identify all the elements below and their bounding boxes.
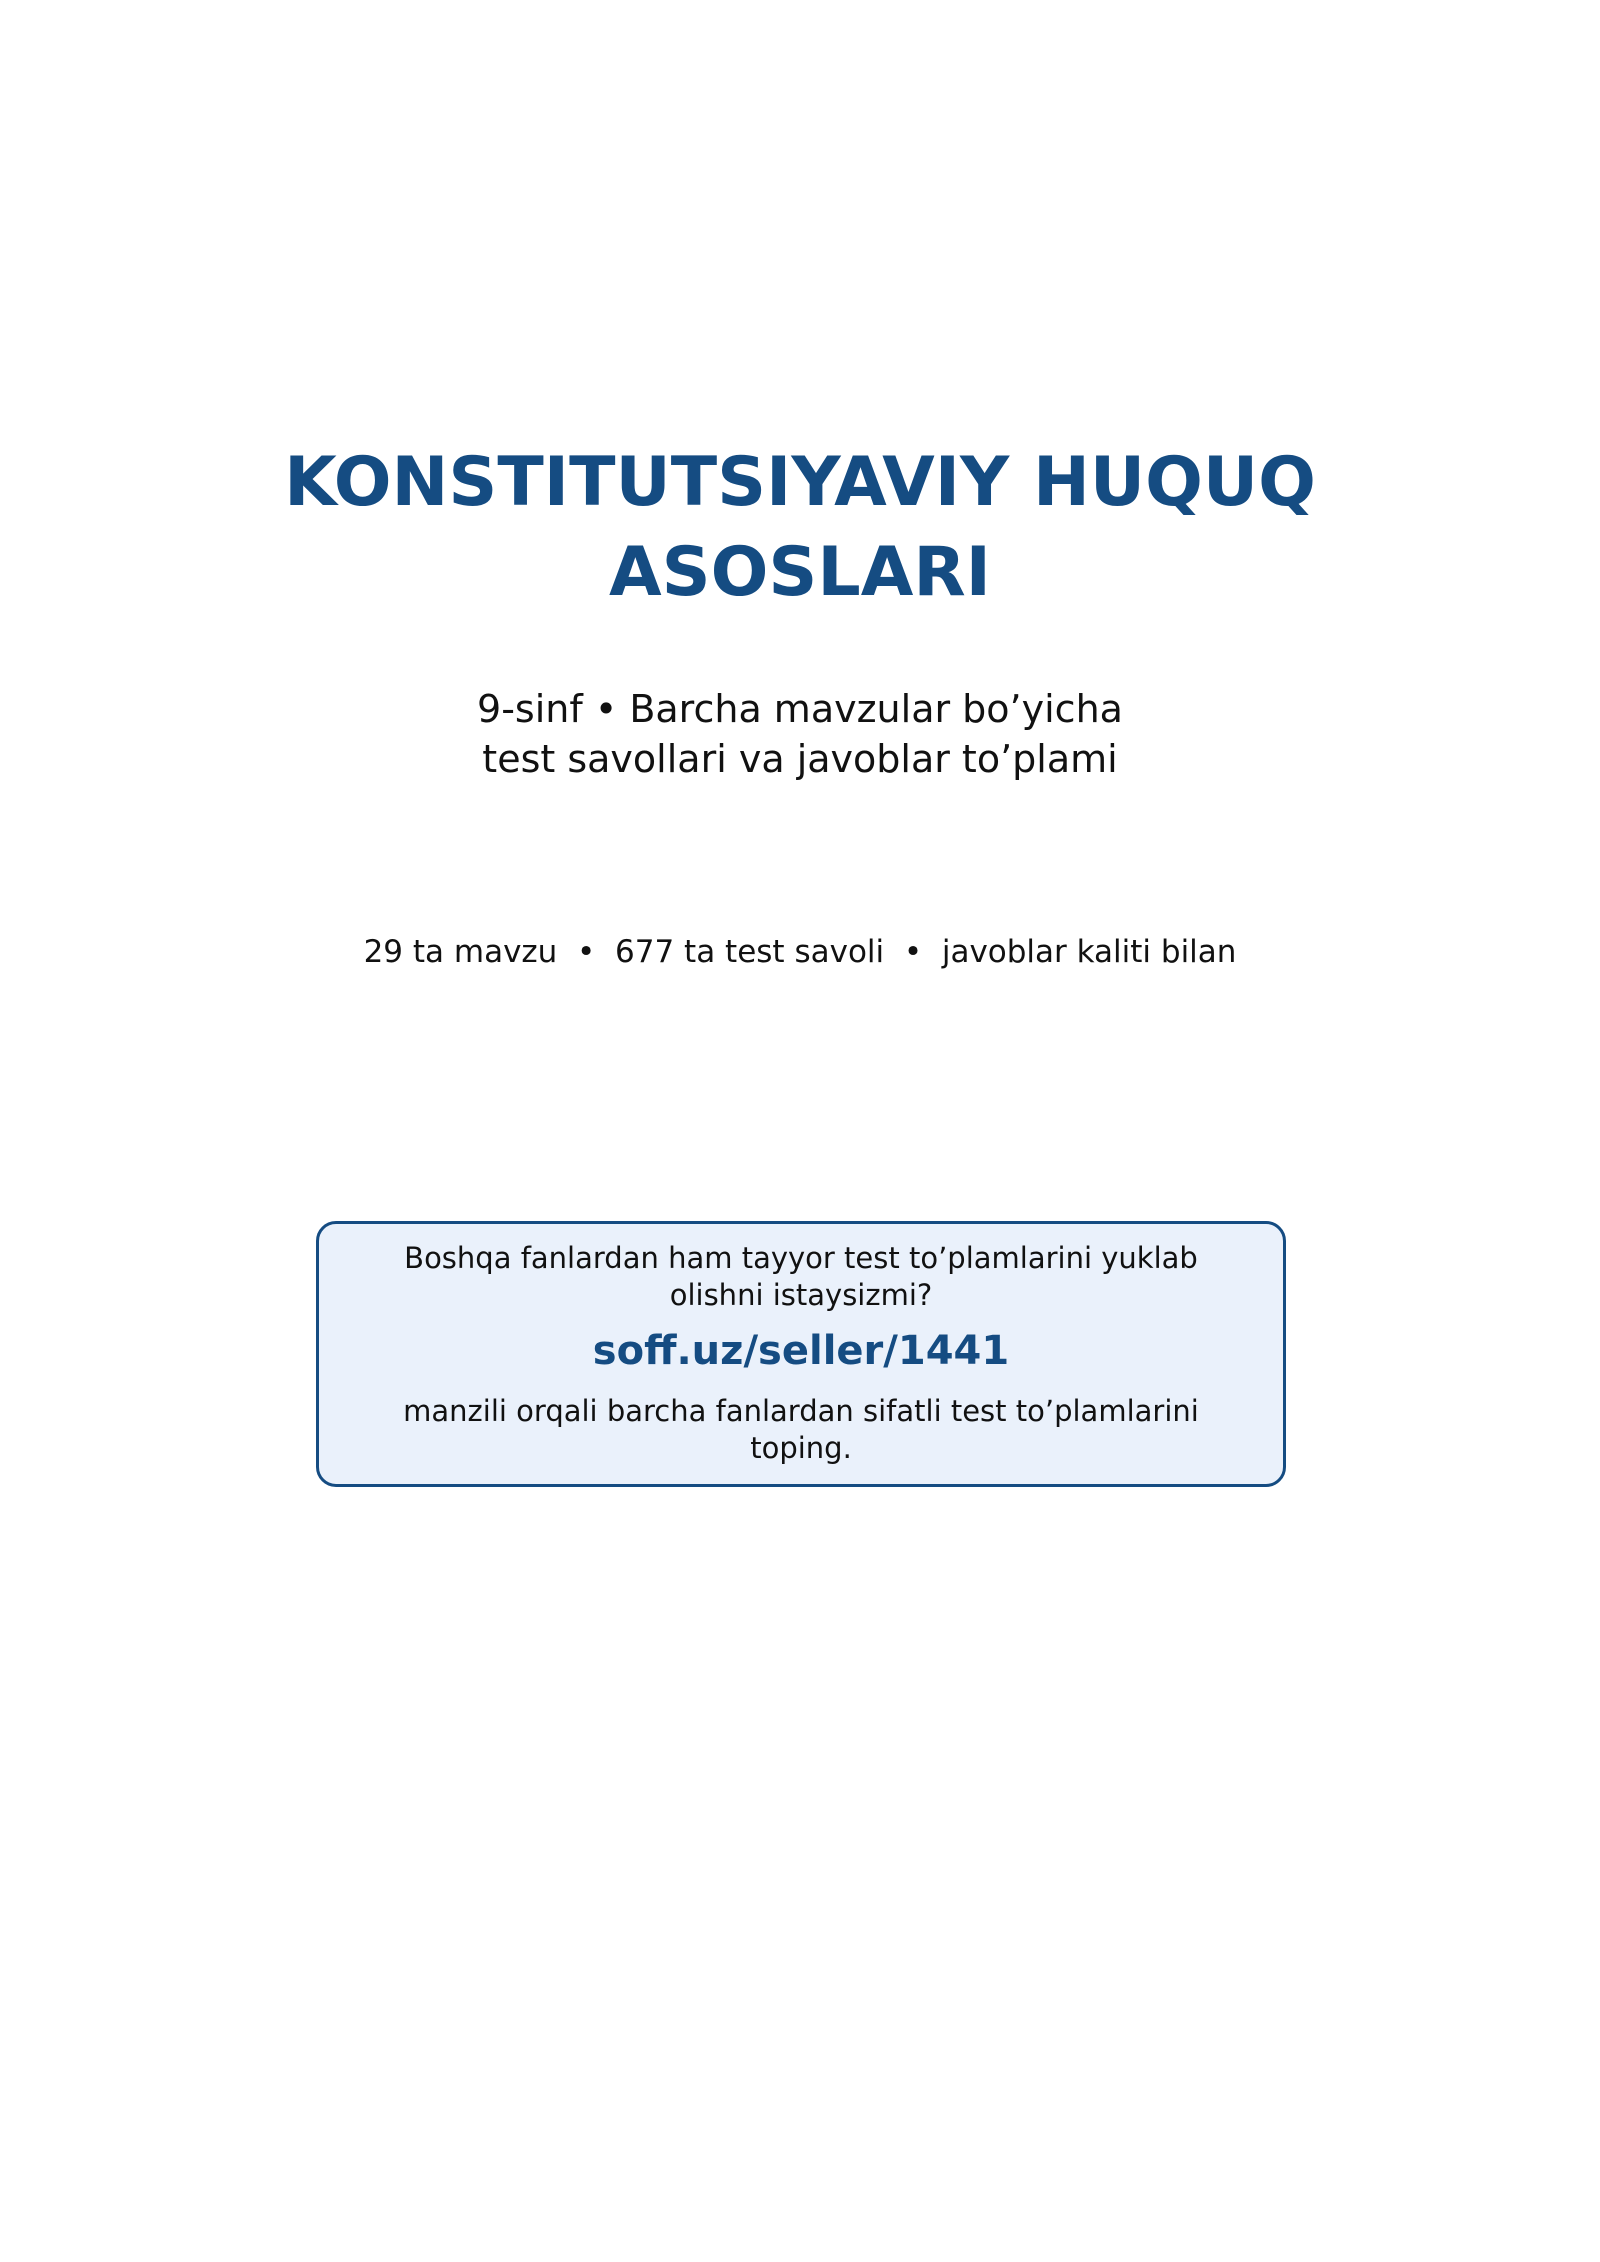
promo-question-line-2: olishni istaysizmi? xyxy=(669,1278,933,1312)
promo-footer xyxy=(359,1393,1243,1467)
seller-link[interactable]: soff.uz/seller/1441 xyxy=(592,1328,1010,1374)
cover-title xyxy=(0,438,1600,618)
promo-footer-line-2: toping. xyxy=(750,1431,852,1465)
cover-stats: 29 ta mavzu • 677 ta test savoli • javoblar kaliti bilan xyxy=(363,934,1237,970)
cover-subtitle xyxy=(0,684,1600,784)
promo-box xyxy=(316,1221,1286,1487)
promo-question-line-1: Boshqa fanlardan ham tayyor test to’plamlarini yuklab xyxy=(404,1241,1198,1275)
cover-title-line-1: KONSTITUTSIYAVIY HUQUQ xyxy=(284,443,1316,522)
cover-subtitle-line-2: test savollari va javoblar to’plami xyxy=(482,737,1118,781)
cover-title-line-2: ASOSLARI xyxy=(608,533,991,612)
promo-question xyxy=(359,1240,1243,1314)
promo-footer-line-1: manzili orqali barcha fanlardan sifatli test to’plamlarini xyxy=(403,1394,1199,1428)
cover-subtitle-line-1: 9-sinf • Barcha mavzular bo’yicha xyxy=(477,687,1123,731)
